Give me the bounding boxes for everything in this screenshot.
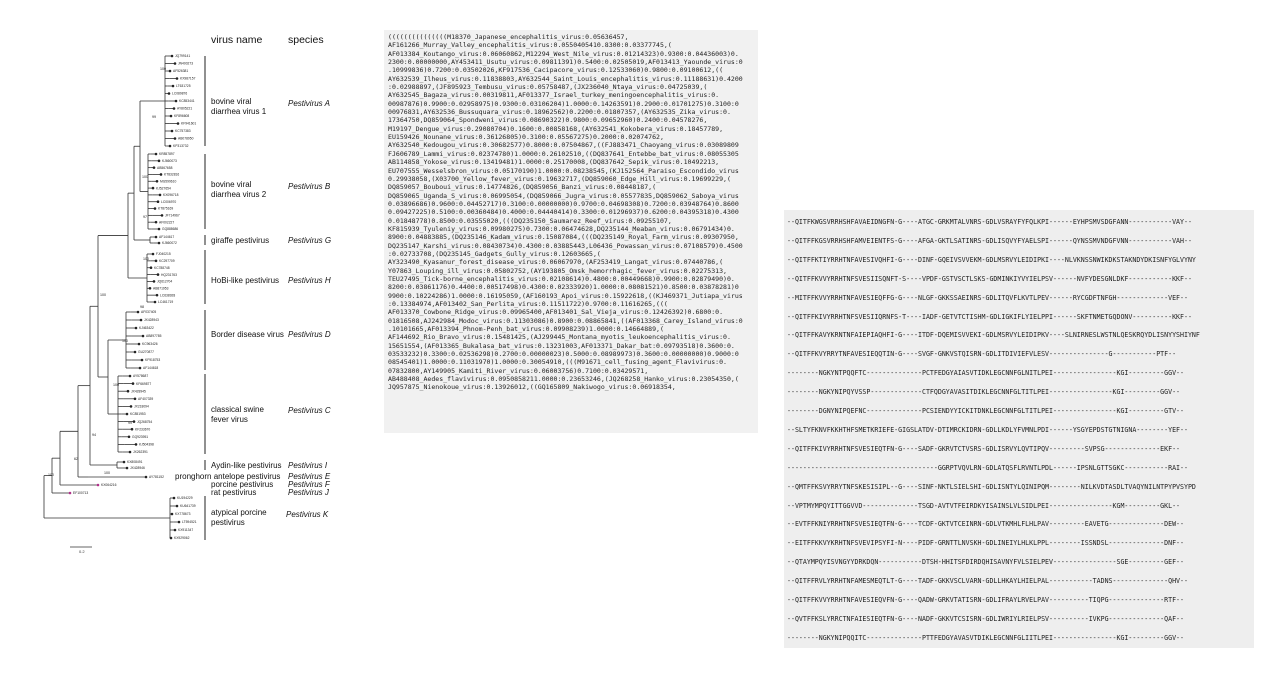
leaf-label: JQ799141	[175, 54, 191, 59]
alignment-row: --QTAYMPQYISVNGYYDRKDQN-----------DTSH-HHITSFDIRDQHISAVNYFVLSIELPEV----------------SGE---------GEF--	[787, 558, 1184, 567]
alignment-row: --------NGKYNTPQQFTC--------------PCTFEDGYAIASVTIDKLEGCNNFGLNITLPEI----------------KGI---------GGV--	[787, 369, 1184, 378]
leaf-marker	[69, 492, 72, 495]
leaf-marker	[126, 467, 129, 470]
leaf-marker	[132, 382, 135, 385]
leaf-marker	[156, 294, 159, 297]
leaf-label: KF918753	[145, 358, 161, 363]
newick-tree-text: (((((((((((((((M18370_Japanese_encephalitis_virus:0.05636457, AF161266_Murray_Valley_encephalitis_virus:0.0550405410.8300:0.03377745,( AF013384_Koutango_virus:0.06060862,M12294_West_Nile_virus:0.01214323)0.9300:0.04436003)0. 2300:0.00000000,AY453411_Usutu_virus:0.09811391)0.5400:0.02505019,AF013413_Yaounde_virus:0 .10999836)0.7200:0.03502026,KF917536_Cacipacore_virus:0.12533060)0.9800:0.09100612,(( AY632539_Ilheus_virus:0.11838803,AY632544_Saint_Louis_encephalitis_virus:0.11188631)0.4200 :0.02988897,(JF895923_Tembusu_virus:0.05758487,(JX236040_Ntaya_virus:0.04725039,( AY632545_Bagaza_virus:0.00319811,AF013377_Israel_turkey_meningoencephalitis_virus:0. 00987876)0.9900:0.02958975)0.9300:0.03106204)1.0000:0.14263591)0.2900:0.01701275)0.3100:0 00976831,AY632536_Bussuquara_virus:0.18962562)0.2200:0.01807357,(AY632535_Zika_virus:0. 17364750,DQ859064_Spondweni_virus:0.08690322)0.9800:0.09652960)0.2400:0.04578276, M19197_Dengue_virus:0.29080704)0.1600:0.00858168,(AY632541_Kokobera_virus:0.18457789, EU159426_Nounane_virus:0.36126805)0.3100:0.05567275)0.2000:0.02074762, AY632540_Kedougou_virus:0.30682577)0.8000:0.07504867,((FJ883471_Chaoyang_virus:0.03089809 FJ606789_Lammi_virus:0.02374780)1.0000:0.26102510,((DQ837641_Entebbe_bat_virus:0.08055305 AB114858_Yokose_virus:0.13419481)1.0000:0.25170008,(DQ837642_Sepik_virus:0.10492213, EU707555_Wesselsbron_virus:0.05170190)1.0000:0.08238545,(KJ152564_Paraiso_Escondido_virus 0.29938058,(X03700_Yellow_fever_virus:0.19632717,(DQ859060_Edge_Hill_virus:0.19699229,( DQ859057_Bouboui_virus:0.14774826,(DQ859056_Banzi_virus:0.08448187,( DQ859065_Uganda_S_virus:0.06995054,(DQ859066_Jugra_virus:0.05577835,DQ859062_Saboya_virus 0.03896686)0.9600:0.04452717)0.3100:0.00000000)0.9700:0.04698308)0.7200:0.03948764)0.8600 0.09427225)0.5100:0.00360484)0.4000:0.04440414)0.3300:0.01296937)0.6200:0.04395318)0.4300 0.01848778)0.8500:0.03555020,(((DQ235150_Saumarez_Reef_virus:0.09255107, KF815939_Tyuleniy_virus:0.09980275)0.7300:0.06474628,DQ235144_Meaban_virus:0.06791434)0. 8900:0.04883885,(DQ235146_Kadam_virus:0.15087084,(((DQ235149_Royal_Farm_virus:0.09307950, DQ235147_Karshi_virus:0.08430734)0.4300:0.03885443,L06436_Powassan_virus:0.07108579)0.4500 :0.02733708,(DQ235145_Gadgets_Gully_virus:0.12603665,( AY323490_Kyasanur_forest_disease_virus:0.06067970,(AF253419_Langat_virus:0.07440786,( Y07863_Louping_ill_virus:0.05802752,(AY193805_Omsk_hemorrhagic_fever_virus:0.02275313, TEU27495_Tick-borne_encephalitis_virus:0.02108614)0.4800:0.00449668)0.9900:0.02879490)0. 8200:0.03861176)0.4400:0.00517498)0.4300:0.02333920)1.0000:0.08081521)0.8500:0.03878281)0 9900:0.10224286)1.0000:0.16195059,(AF160193_Apoi_virus:0.15922618,((KJ469371_Jutiapa_virus :0.13384974,AF013402_San_Perlita_virus:0.11511722)0.9700:0.11616265,((( AF013370_Cowbone_Ridge_virus:0.09965400,AF013401_Sal_Vieja_virus:0.12426392)0.6800:0. 01816508,AJ242984_Modoc_virus:0.11303086)0.8900:0.08865841,((AF013368_Carey_Island_virus:0 .10101665,AF013394_Phnom-Penh_bat_virus:0.09908239)1.0000:0.14664889,( AF144692_Rio_Bravo_virus:0.15481425,(AJ299445_Montana_myotis_leukoencephalitis_virus:0. 15651554,(AF013365_Bukalasa_bat_virus:0.13231003,AF013371_Dakar_bat:0.09793518)0.3600:0. 03533232)0.3300:0.02536298)0.2700:0.00000023)0.5000:0.08989973)0.3600:0.00000000)0.9000:0 08545401)1.0000:0.11031970)1.0000:0.30054910,(((M91671_cell_fusing_agent_Flavivirus:0. 07832800,AY149905_Kamiti_River_virus:0.06003756)0.7100:0.03429571, AB488408_Aedes_flavivirus:0.0950858211.0000:0.23653246,(JQ268258_Hanko_virus:0.23054350,( JQ957875_Nienokoue_virus:0.13926012,((GQ165809_Nakiwogo_virus:0.06918354,	[388, 33, 743, 392]
bootstrap-value: 100	[160, 67, 166, 71]
leaf-marker	[178, 521, 181, 524]
leaf-marker	[158, 160, 161, 163]
leaf-marker	[129, 375, 132, 378]
leaf-marker	[133, 420, 136, 423]
clade-species-csfv: Pestivirus C	[288, 406, 331, 415]
clade-name-csfv: classical swine fever virus	[211, 405, 264, 424]
leaf-label: KC851953	[130, 412, 146, 417]
clade-name-bvdv1: bovine viral diarrhea virus 1	[211, 97, 267, 116]
leaf-label: KX778673	[175, 512, 191, 517]
leaf-label: LC638928	[160, 293, 176, 298]
leaf-marker	[176, 505, 179, 508]
leaf-marker	[171, 130, 174, 133]
leaf-label: KC963426	[142, 342, 158, 347]
clade-species-pronghorn: Pestivirus E	[288, 472, 331, 481]
leaf-label: JX218094	[134, 404, 149, 409]
alignment-row: --QITFKWGSVRRHSHFAVAEIDNGFN-G----ATGC-GRKMTALVNRS-GDLVSRAYFYFQLKPI------EYHPSMVSDGFANN-----------VAY--	[787, 218, 1192, 226]
alignment-row: --QMTFFKSVYRRYTNFSKESISIPL--G----SINF-NKTLSIELSHI-GDLISNTYLQINIPQM--------NILKVDTASDLTVAQYNILNTPYPVSYPD	[787, 482, 1196, 491]
leaf-label: AF037405	[141, 310, 157, 315]
alignment-row: --QITFFKVVYRRHTNFAVESIEQVFN-G----QADW-GRKVTATISRN-GDLIFRAYLRVELPAV----------TIQPG--------------RTF--	[787, 596, 1184, 604]
bootstrap-value: 100	[48, 473, 54, 477]
leaf-label: KJ660073	[162, 159, 177, 164]
leaf-marker	[173, 497, 176, 500]
leaf-label: KC788748	[154, 265, 170, 270]
leaf-marker	[97, 484, 100, 487]
leaf-marker	[174, 137, 177, 140]
bootstrap-value: 100	[100, 293, 106, 297]
newick-tree-text-panel	[384, 30, 758, 433]
leaf-label: GQ923951	[132, 435, 149, 439]
leaf-marker	[169, 145, 172, 148]
alignment-row: --QITFFRVLYRRHTNFAMESMEQTLT-G----TADF-GKKVSCLVARN-GDLLHKAYLHIELPAL-----------TADNS--------------QHV--	[787, 577, 1188, 586]
leaf-label: FJ040215	[156, 252, 171, 257]
alignment-row: --QITFFKIVYRRHTNFSVESIIQRNFS-T----IADF-GETVTCTISHM-GDLIGKIFLYIELPPI------SKFTNMETGQDONV----------KKF--	[787, 312, 1192, 321]
alignment-row: --EVTFFKNIYRRHTNFSVESIEQTFN-G----TCDF-GKTVTCEINRN-GDLVTKMHLFLHLPAV---------EAVETG--------------DEW--	[787, 520, 1184, 529]
alignment-row: --VPTMYMPQYITTGGVVD--------------TSGD-AVTVTFEIRDKYISAINSLVLSIDLPEI----------------KGM---------GKL--	[787, 501, 1181, 510]
leaf-marker	[158, 228, 161, 231]
leaf-label: KX987157	[180, 76, 196, 81]
clade-name-hobi: HoBi-like pestivirus	[211, 276, 280, 285]
clade-name-bdv: Border disease virus	[211, 330, 284, 339]
alignment-row: --------NGKYNIPQQITC--------------PTTFEDGYAVASVTDIKLEGCNNFGLIITLPEI----------------KGI---------GGV--	[787, 633, 1184, 642]
leaf-marker	[172, 85, 175, 88]
leaf-label: AB871953	[153, 286, 169, 291]
scale-bar	[70, 547, 92, 554]
clade-name-appv: atypical porcine pestivirus	[211, 508, 267, 527]
alignment-row: --EITFFKKVYKRHTNFSVEVIPSYFI-N----PIDF-GRNTTLNVSKH-GDLINEIYLHLKLPPL--------ISSNDSL--------------DNF--	[787, 539, 1184, 548]
leaf-marker	[152, 187, 155, 190]
leaf-marker	[158, 242, 161, 245]
leaf-label: JX428946	[130, 466, 145, 471]
leaf-marker	[126, 413, 129, 416]
leaf-marker	[123, 461, 126, 464]
leaf-marker	[135, 443, 138, 446]
leaf-marker	[174, 529, 177, 532]
leaf-label: AF407339	[138, 397, 154, 401]
leaf-marker	[153, 166, 156, 169]
leaf-marker	[175, 100, 178, 103]
leaf-label: KX929062	[174, 536, 190, 541]
leaf-marker	[154, 207, 157, 210]
leaf-label: JX262391	[133, 450, 148, 455]
leaf-label: LT594521	[182, 520, 197, 525]
leaf-marker	[168, 92, 171, 95]
alignment-row: --QITFFKVVYRRHTNFSVESIISQNFT-S----VPDF-GSTVSCTLSKS-GDMINKIYVYIELPSV------NVFYDESGNLDKF-----------KKF--	[787, 274, 1192, 283]
leaf-label: AF526381	[173, 69, 189, 74]
leaf-marker	[176, 77, 179, 80]
leaf-marker	[171, 55, 174, 58]
alignment-row: --MITFFKVVYRRHTNFAVESIEQFFG-G----NLGF-GKKSSAEINRS-GDLITQVFLKVTLPEV------RYCGDFTNFGH-------------VEF--	[787, 293, 1188, 302]
leaf-label: KT832816	[164, 172, 180, 177]
leaf-label: KX911347	[178, 528, 194, 533]
leaf-label: KC757383	[175, 129, 191, 134]
leaf-marker	[159, 194, 162, 197]
leaf-marker	[129, 451, 132, 454]
leaf-marker	[160, 173, 163, 176]
leaf-label: KF669877	[136, 381, 152, 386]
leaf-label: JN400273	[178, 61, 194, 66]
leaf-label: GU270877	[138, 350, 154, 355]
alignment-row: --SLTYFKNVFKKHTHFSMETKRIEFE-GIGSLATDV-DTIMRCKIDRN-GDLLKDLYFVMNLPDI------YSGYEPDSTGTNIGNA--------YEF--	[787, 425, 1188, 434]
leaf-marker	[154, 301, 157, 304]
leaf-label: KJ504398	[139, 442, 154, 447]
clade-species-hobi: Pestivirus H	[288, 276, 331, 285]
leaf-marker	[155, 260, 158, 263]
leaf-marker	[155, 221, 158, 224]
leaf-marker	[128, 436, 131, 439]
leaf-label: JX428945	[131, 389, 146, 394]
leaf-marker	[140, 319, 143, 322]
leaf-marker	[131, 428, 134, 431]
sequence-alignment-panel	[784, 210, 1254, 648]
bootstrap-value: 100	[143, 257, 149, 261]
leaf-marker	[161, 214, 164, 217]
clade-species-rat: Pestivirus J	[288, 488, 329, 497]
leaf-marker	[174, 62, 177, 65]
leaf-label: KU641739	[180, 504, 196, 509]
alignment-row: --------NGKYNIPQYVSSP-------------CTFQDGYAVASITDIKLEGCNNFGLTITLPEI----------------KGI---------GGV--	[787, 388, 1181, 397]
leaf-marker	[170, 115, 173, 118]
bootstrap-value: 99	[128, 421, 132, 425]
bootstrap-value: 100	[113, 383, 119, 387]
clade-name-bvdv2: bovine viral diarrhea virus 2	[211, 180, 267, 199]
leaf-label: GQ888686	[162, 227, 179, 232]
leaf-label: AY805221	[177, 106, 193, 111]
leaf-marker	[155, 236, 158, 239]
leaf-marker	[171, 513, 174, 516]
leaf-label: JX428943	[144, 318, 159, 323]
clade-name-pronghorn: pronghorn antelope pestivirus	[175, 472, 281, 481]
leaf-label: AF144618	[143, 366, 159, 371]
clade-name-rat: rat pestivirus	[211, 488, 257, 497]
leaf-marker	[153, 280, 156, 283]
leaf-label: KC297709	[159, 259, 175, 264]
leaf-label: JF714967	[165, 213, 180, 218]
alignment-row: --QITFFKVYRRYTNFAVESIEQQTIN-G----SVGF-GNKVSTQISRN-GDLITDIVIEFVLESV---------------G-----------PTF--	[787, 350, 1177, 359]
leaf-label: KJ527654	[156, 186, 171, 191]
leaf-marker	[150, 266, 153, 269]
alignment-row: --------DGNYNIPQEFNC--------------PCSIENDYYICKITDNKLEGCNNFGLTITLPEI----------------KGI---------GTV--	[787, 407, 1184, 415]
leaf-label: KR857897	[159, 152, 175, 157]
leaf-label: AB078950	[178, 136, 194, 141]
alignment-row: --QITFFKTIYRRHTNFAVESIVQHFI-G----DINF-GQEIVSVVEKM-GDLMSRVYLEIDIPKI----NLVKNSSNWIKDKSTAKNDYDKISNFYGLVYNY	[787, 255, 1196, 264]
leaf-label: KC853441	[179, 99, 195, 104]
leaf-label: AB897785	[146, 334, 162, 339]
bootstrap-value: 97	[143, 215, 147, 219]
clade-species-bdv: Pestivirus D	[288, 330, 331, 339]
leaf-label: AB567658	[157, 165, 173, 170]
leaf-label: KJ463422	[139, 326, 154, 331]
bootstrap-value: 100	[142, 175, 148, 179]
bootstrap-value: 100	[104, 471, 110, 475]
leaf-marker	[141, 359, 144, 362]
clade-name-giraffe: giraffe pestivirus	[211, 236, 270, 245]
clade-species-porcine: Pestivirus F	[288, 480, 330, 489]
alignment-row: --------------------------------------GGRPTVQVLRN-GDLATQSFLRVNTLPDL------IPSNLGTTSGKC-----------RAI--	[787, 463, 1188, 472]
leaf-label: LT631725	[176, 84, 191, 89]
species-header: species	[288, 34, 324, 46]
leaf-label: KU194229	[177, 496, 193, 501]
leaf-label: KT875169	[158, 206, 174, 211]
leaf-label: KJ660072	[162, 241, 177, 246]
leaf-marker	[156, 180, 159, 183]
clade-name-aydin: Aydin-like pestivirus	[211, 461, 282, 470]
leaf-marker	[173, 107, 176, 110]
leaf-label: AF002227	[159, 220, 175, 225]
leaf-marker	[177, 122, 180, 125]
clade-species-appv: Pestivirus K	[286, 510, 329, 519]
leaf-label: JQ268754	[137, 419, 153, 424]
leaf-marker	[157, 273, 160, 276]
leaf-marker	[142, 335, 145, 338]
leaf-label: KP313732	[173, 144, 189, 149]
leaf-label: AF144617	[159, 235, 175, 240]
leaf-label: KF233670	[135, 427, 151, 432]
leaf-marker	[134, 351, 137, 354]
leaf-label: LC461719	[158, 300, 174, 305]
leaf-marker	[135, 327, 138, 330]
leaf-marker	[149, 287, 152, 290]
clade-name-porcine: porcine pestivirus	[211, 480, 274, 489]
alignment-row: --QVTFFKSLYRRCTNFAIESIEQTFN-G----NADF-GKKVTCSISRN-GDLIWRIYLRIELPSV----------IVKPG--------------QAF--	[787, 614, 1184, 623]
leaf-label: KX064216	[101, 483, 117, 488]
leaf-label: KF896608	[174, 114, 190, 119]
leaf-label: AY578687	[133, 374, 149, 379]
clade-species-bvdv1: Pestivirus A	[288, 99, 330, 108]
leaf-label: KX808491	[127, 460, 143, 465]
leaf-marker	[138, 343, 141, 346]
alignment-row: --QITFFKIVYRRHTNFSVESIEQTFN-G----SADF-GKRVTCTVSRS-GDLISRVYLQVTIPQV---------SVPSG--------------EKF--	[787, 444, 1181, 453]
leaf-marker	[127, 390, 130, 393]
leaf-marker	[170, 537, 173, 540]
leaf-marker	[145, 476, 148, 479]
leaf-marker	[137, 311, 140, 314]
leaf-marker	[139, 367, 142, 370]
leaf-label: JQ612704	[157, 279, 173, 284]
bootstrap-value: 100	[122, 339, 128, 343]
clade-species-giraffe: Pestivirus G	[288, 236, 332, 245]
clade-species-aydin: Pestivirus I	[288, 461, 328, 470]
leaf-label: LC006970	[161, 199, 177, 204]
leaf-marker	[152, 253, 155, 256]
bootstrap-value: 98	[140, 305, 144, 309]
leaf-marker	[155, 153, 158, 156]
leaf-label: AY781152	[149, 475, 164, 480]
leaf-marker	[130, 405, 133, 408]
virus-name-header: virus name	[211, 34, 263, 46]
bootstrap-value: 62	[74, 457, 78, 461]
scale-bar-label: 0.2	[79, 549, 85, 554]
leaf-label: HQ231763	[161, 272, 177, 277]
leaf-label: LC089876	[172, 91, 188, 96]
leaf-marker	[169, 70, 172, 73]
bootstrap-value: 94	[92, 433, 96, 437]
alignment-row: --QITFFKGSVRRHSHFAMVEIENTFS-G----AFGA-GKTLSATINRS-GDLISQVYFYAELSPI------QYNSSMVNDGFVNN-----------VAH--	[787, 236, 1192, 245]
leaf-label: EF100713	[73, 491, 89, 496]
bootstrap-value: 99	[152, 115, 156, 119]
leaf-label: MG599610	[160, 179, 177, 184]
leaf-label: KX096718	[163, 193, 179, 198]
leaf-marker	[157, 200, 160, 203]
leaf-marker	[134, 398, 137, 401]
alignment-row: --QITFFKAVYKRNTNFAIEPIAQHFI-G----ITDF-DQEMISVVEKI-GDLMSRVYLEIDIPKV----SLNIRNESLWSTNLQESKRQYDLISNYYSHIYNF	[787, 331, 1200, 340]
phylogenetic-tree-panel	[0, 0, 372, 690]
clade-species-bvdv2: Pestivirus B	[288, 182, 331, 191]
leaf-label: KF941601	[181, 121, 197, 126]
